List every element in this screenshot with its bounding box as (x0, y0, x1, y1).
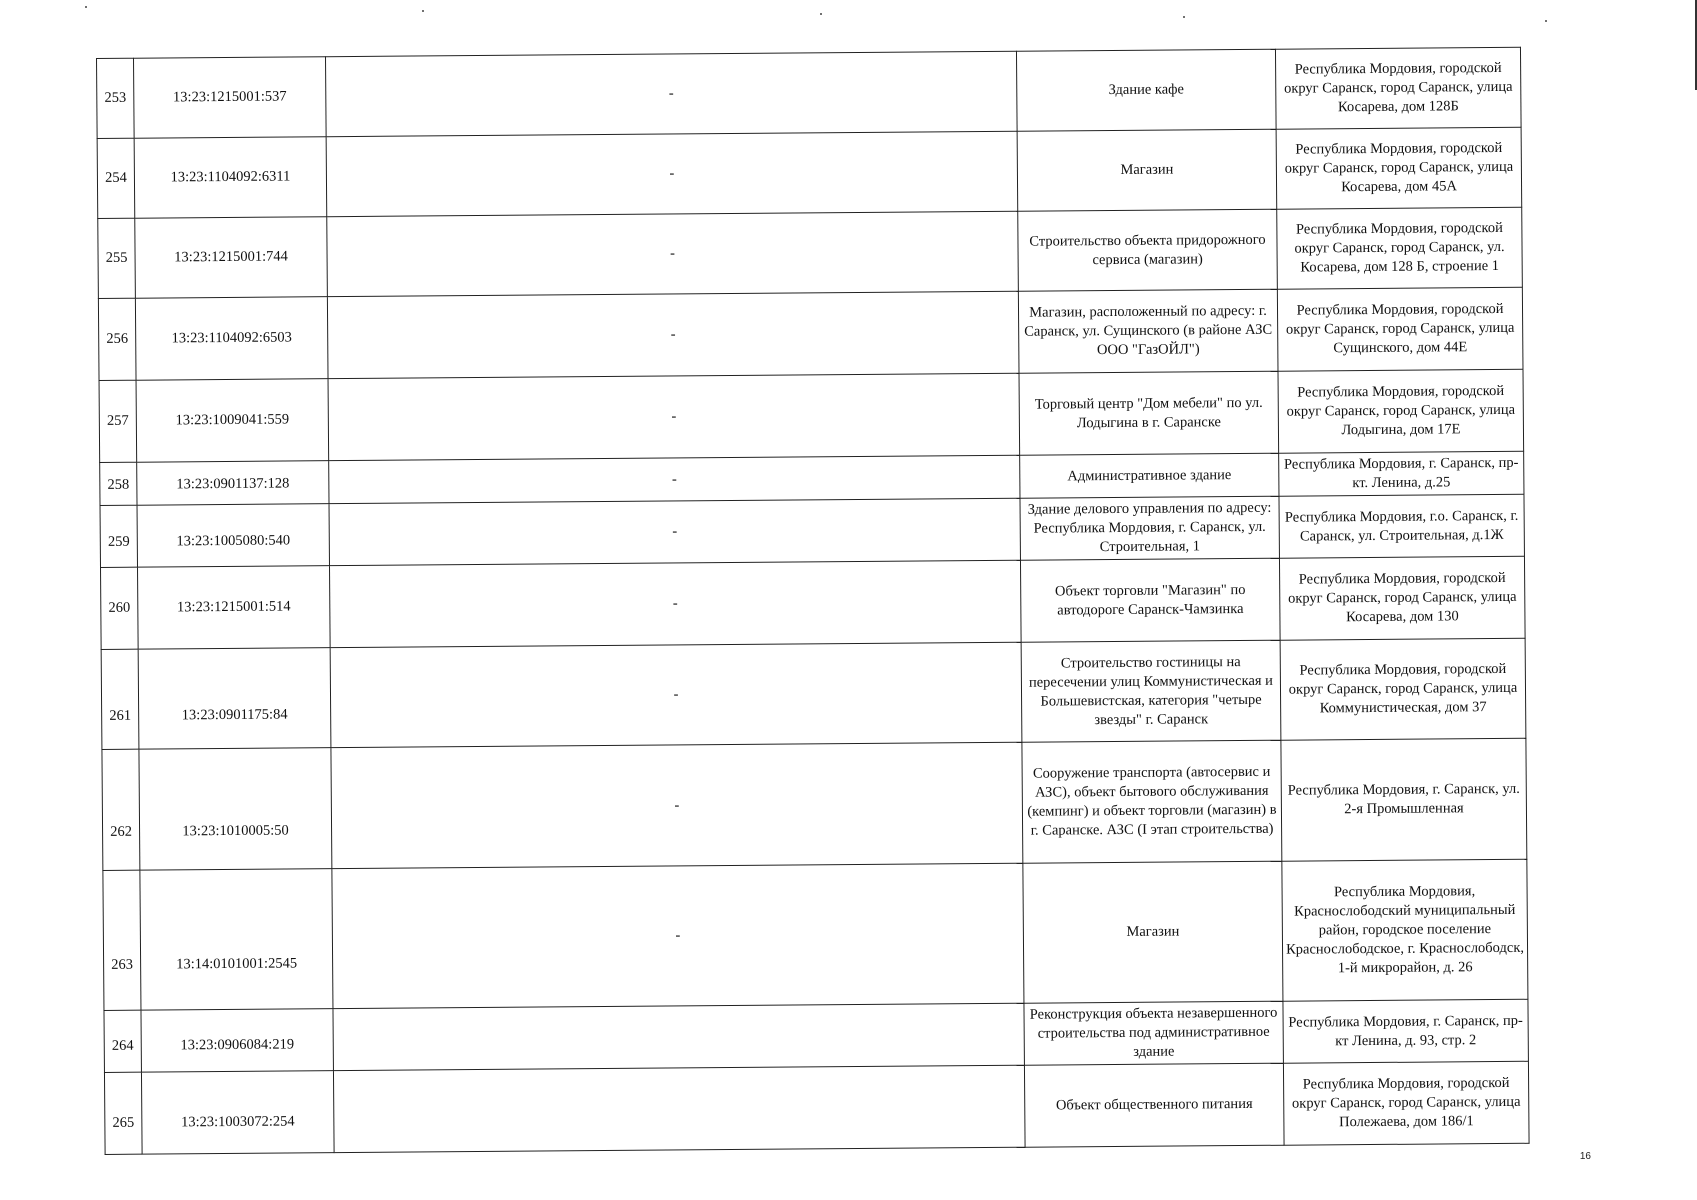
object-address: Республика Мордовия, г. Саранск, ул. 2-я Промышленная (1281, 738, 1527, 861)
cadastral-number: 13:23:1215001:537 (134, 57, 327, 139)
empty-cell: - (327, 291, 1019, 378)
table-row (102, 738, 1527, 870)
empty-cell: - (331, 742, 1023, 868)
row-number: 263 (103, 870, 141, 1010)
object-name: Магазин (1017, 129, 1277, 211)
object-name: Здание делового управления по адресу: Республика Мордовия, г. Саранск, ул. Строительная, 1 (1020, 496, 1279, 560)
object-name: Строительство гостиницы на пересечении улиц Коммунистическая и Большевистская, категория "четыре звезды" г. Саранск (1021, 640, 1281, 742)
table-row (99, 369, 1524, 462)
row-number: 255 (98, 218, 136, 298)
cadastral-number: 13:23:1005080:540 (137, 504, 329, 568)
registry-sheet (96, 47, 1529, 1155)
row-number: 258 (100, 462, 137, 505)
row-number: 257 (99, 380, 137, 462)
cadastral-number: 13:23:0901175:84 (138, 648, 331, 750)
registry-table (96, 47, 1530, 1155)
cadastral-number: 13:23:1104092:6503 (135, 297, 328, 381)
table-row (98, 287, 1523, 380)
cadastral-number: 13:23:1003072:254 (141, 1071, 334, 1155)
object-name: Административное здание (1020, 453, 1279, 498)
row-number: 254 (97, 138, 135, 218)
table-row (97, 47, 1522, 138)
scan-speck (422, 10, 424, 12)
object-name: Торговый центр "Дом мебели" по ул. Лодыгина в г. Саранске (1019, 371, 1279, 455)
object-name: Объект торговли "Магазин" по автодороге Саранск-Чамзинка (1020, 558, 1280, 642)
table-row (98, 207, 1523, 298)
table-row (101, 556, 1526, 649)
row-number: 260 (101, 567, 139, 649)
cadastral-number: 13:23:1104092:6311 (134, 137, 327, 219)
empty-cell (333, 1065, 1025, 1152)
cadastral-number: 13:23:1215001:744 (135, 217, 328, 299)
object-name: Объект общественного питания (1024, 1063, 1284, 1147)
object-address: Республика Мордовия, городской округ Саранск, город Саранск, улица Полежаева, дом 186/1 (1283, 1061, 1529, 1145)
object-name: Строительство объекта придорожного сервиса (магазин) (1018, 209, 1278, 291)
object-address: Республика Мордовия, городской округ Саранск, город Саранск, улица Сущинского, дом 44Е (1277, 287, 1523, 371)
row-number: 256 (98, 298, 136, 380)
object-address: Республика Мордовия, Краснослободский муниципальный район, городское поселение Краснослободское, г. Краснослободск, 1-й микрорайон, д. 26 (1282, 859, 1528, 1001)
row-number: 264 (104, 1010, 141, 1072)
empty-cell: - (330, 642, 1022, 747)
row-number: 261 (101, 649, 139, 749)
object-address: Республика Мордовия, городской округ Саранск, город Саранск, улица Коммунистическая, дом 37 (1280, 638, 1526, 740)
object-name: Магазин (1023, 861, 1283, 1003)
object-address: Республика Мордовия, городской округ Саранск, город Саранск, улица Косарева, дом 130 (1279, 556, 1525, 640)
object-name: Здание кафе (1016, 49, 1276, 131)
cadastral-number: 13:14:0101001:2545 (140, 869, 333, 1011)
scan-speck (1545, 20, 1547, 22)
empty-cell: - (328, 373, 1020, 460)
cadastral-number: 13:23:0901137:128 (137, 461, 329, 506)
empty-cell (333, 1003, 1024, 1070)
empty-cell: - (326, 131, 1018, 216)
empty-cell: - (327, 211, 1019, 296)
object-address: Республика Мордовия, городской округ Саранск, город Саранск, улица Лодыгина, дом 17Е (1278, 369, 1524, 453)
scan-speck (85, 6, 87, 8)
table-row (103, 859, 1528, 1010)
object-address: Республика Мордовия, г.о. Саранск, г. Саранск, ул. Строительная, д.1Ж (1279, 494, 1524, 558)
object-address: Республика Мордовия, городской округ Саранск, город Саранск, улица Косарева, дом 45А (1276, 127, 1522, 209)
row-number: 265 (104, 1072, 142, 1154)
object-name: Магазин, расположенный по адресу: г. Саранск, ул. Сущинского (в районе АЗС ООО "ГазОЙЛ") (1018, 289, 1278, 373)
empty-cell: - (329, 560, 1021, 647)
table-row (100, 494, 1524, 567)
scan-speck (820, 13, 822, 15)
object-address: Республика Мордовия, городской округ Саранск, город Саранск, улица Косарева, дом 128Б (1275, 47, 1521, 129)
row-number: 259 (100, 505, 137, 567)
cadastral-number: 13:23:1010005:50 (139, 748, 332, 871)
cadastral-number: 13:23:0906084:219 (141, 1009, 333, 1073)
empty-cell: - (329, 498, 1020, 565)
cadastral-number: 13:23:1009041:559 (136, 379, 329, 463)
object-address: Республика Мордовия, г. Саранск, пр-кт Ленина, д. 93, стр. 2 (1283, 999, 1528, 1063)
object-name: Сооружение транспорта (автосервис и АЗС), объект бытового обслуживания (кемпинг) и объект торговли (магазин) в г. Саранске. АЗС (I этап строительства) (1022, 740, 1282, 863)
empty-cell: - (332, 863, 1024, 1008)
object-name: Реконструкция объекта незавершенного строительства под административное здание (1024, 1001, 1283, 1065)
empty-cell: - (329, 455, 1020, 503)
row-number: 253 (97, 58, 135, 138)
page-number: 16 (1579, 1151, 1591, 1162)
table-row (97, 127, 1522, 218)
object-address: Республика Мордовия, г. Саранск, пр-кт. Ленина, д.25 (1279, 451, 1524, 496)
scan-speck (1183, 16, 1185, 18)
table-row (104, 1061, 1529, 1154)
row-number: 262 (102, 749, 140, 870)
table-row (104, 999, 1528, 1072)
empty-cell: - (325, 51, 1017, 136)
object-address: Республика Мордовия, городской округ Саранск, город Саранск, ул. Косарева, дом 128 Б, строение 1 (1277, 207, 1523, 289)
table-row (101, 638, 1526, 749)
cadastral-number: 13:23:1215001:514 (138, 566, 331, 650)
